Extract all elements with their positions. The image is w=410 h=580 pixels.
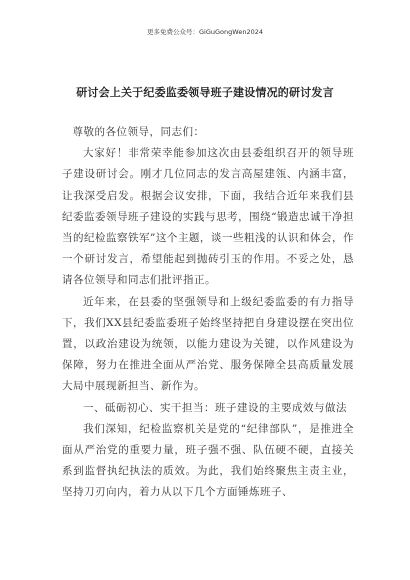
paragraph-opening: 大家好！非常荣幸能参加这次由县委组织召开的领导班子建设研讨会。刚才几位同志的发言高屋建瓴、内涵丰富，让我深受启发。根据会议安排，下面，我结合近年来我们县纪委监委领导班子建设的实践与思考，围绕“锻造忠诚干净担当的纪检监察铁军”这个主题，谈一些粗浅的认识和体会，作一个研讨发言，希望能起到抛砖引玉的作用。不妥之处，恳请各位领导和同志们批评指正。 bbox=[62, 147, 354, 287]
section-heading-1: 一、砥砺初心、实干担当：班子建设的主要成效与做法 bbox=[83, 401, 347, 414]
paragraph-section-1: 我们深知，纪检监察机关是党的“纪律部队”，是推进全面从严治党的重要力量，班子强不强、队伍硬不硬，直接关系到监督执纪执法的质效。为此，我们始终聚焦主责主业，坚持刀刃向内，着力从以下几个方面锤炼班子、 bbox=[62, 422, 354, 499]
salutation: 尊敬的各位领导，同志们： bbox=[72, 126, 205, 138]
paragraph-background: 近年来，在县委的坚强领导和上级纪委监委的有力指导下，我们XX县纪委监委班子始终坚持把自身建设摆在突出位置，以政治建设为统领，以能力建设为关键，以作风建设为保障，努力在推进全面从严治党、服务保障全县高质量发展大局中展现新担当、新作为。 bbox=[62, 295, 354, 393]
document-title: 研讨会上关于纪委监委领导班子建设情况的研讨发言 bbox=[76, 86, 334, 99]
document-body bbox=[62, 120, 354, 504]
header-note: 更多免费公众号：GiGuGongWen2024 bbox=[147, 28, 263, 36]
